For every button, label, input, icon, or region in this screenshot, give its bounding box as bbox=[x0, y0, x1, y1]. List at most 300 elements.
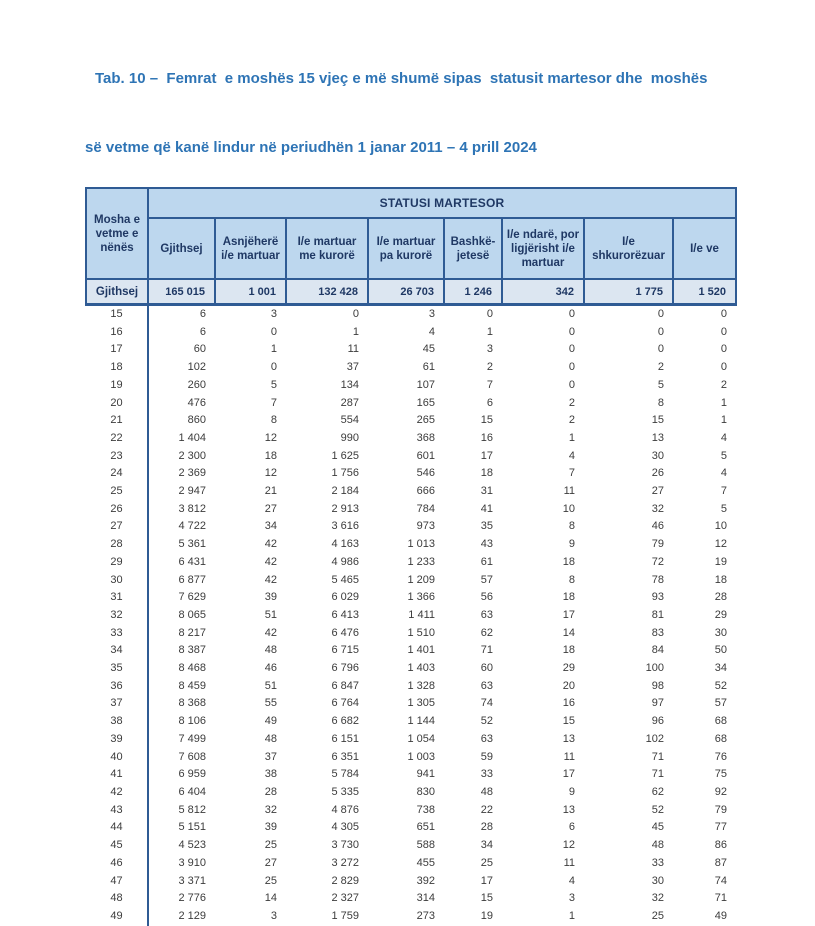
value-cell-8: 30 bbox=[714, 626, 727, 639]
total-value-2: 1 001 bbox=[215, 279, 286, 305]
value-cell-5: 18 bbox=[480, 467, 493, 480]
value-cell-5: 28 bbox=[480, 821, 493, 834]
age-cell: 36 bbox=[86, 678, 148, 696]
table-row bbox=[86, 412, 736, 430]
value-cell-8: 5 bbox=[720, 502, 727, 515]
value-cell-2: 51 bbox=[264, 679, 277, 692]
value-cell-2: 38 bbox=[264, 768, 277, 781]
age-cell: 44 bbox=[86, 819, 148, 837]
value-cell-2: 18 bbox=[264, 449, 277, 462]
value-cell-2: 46 bbox=[264, 662, 277, 675]
table-row bbox=[86, 678, 736, 696]
table-row bbox=[86, 554, 736, 572]
value-cell-8: 49 bbox=[714, 909, 727, 922]
value-cell-2: 14 bbox=[264, 892, 277, 905]
table-row bbox=[86, 642, 736, 660]
value-cell-5: 41 bbox=[480, 502, 493, 515]
value-cell-8: 4 bbox=[720, 467, 727, 480]
table-row bbox=[86, 837, 736, 855]
value-cell-1: 2 947 bbox=[178, 485, 206, 498]
value-cell-7: 5 bbox=[657, 378, 664, 391]
value-cell-1: 8 106 bbox=[178, 715, 206, 728]
value-cell-3: 1 625 bbox=[331, 449, 359, 462]
value-cell-4: 107 bbox=[416, 378, 435, 391]
total-value-3: 132 428 bbox=[286, 279, 368, 305]
value-cell-6: 10 bbox=[562, 502, 575, 515]
value-cell-6: 14 bbox=[562, 626, 575, 639]
age-cell: 22 bbox=[86, 430, 148, 448]
value-cell-6: 0 bbox=[568, 378, 575, 391]
value-cell-8: 52 bbox=[714, 679, 727, 692]
value-cell-4: 1 403 bbox=[407, 662, 435, 675]
value-cell-4: 601 bbox=[416, 449, 435, 462]
value-cell-1: 6 404 bbox=[178, 785, 206, 798]
value-cell-7: 71 bbox=[651, 750, 664, 763]
table-row bbox=[86, 589, 736, 607]
table-row bbox=[86, 518, 736, 536]
value-cell-7: 102 bbox=[645, 732, 664, 745]
col-group-header-marital-status: STATUSI MARTESOR bbox=[148, 188, 736, 218]
value-cell-5: 57 bbox=[480, 573, 493, 586]
value-cell-2: 12 bbox=[264, 431, 277, 444]
table-row bbox=[86, 713, 736, 731]
value-cell-3: 6 351 bbox=[331, 750, 359, 763]
value-cell-5: 15 bbox=[480, 892, 493, 905]
value-cell-4: 1 411 bbox=[408, 608, 435, 621]
table-row bbox=[86, 341, 736, 359]
value-cell-6: 0 bbox=[568, 361, 575, 374]
value-cell-2: 5 bbox=[270, 378, 277, 391]
value-cell-1: 8 468 bbox=[178, 662, 206, 675]
title-line-1: Tab. 10 – Femrat e moshës 15 vjeç e më shumë sipas statusit martesor dhe moshës bbox=[95, 70, 708, 87]
value-cell-8: 0 bbox=[720, 361, 727, 374]
value-cell-2: 49 bbox=[264, 715, 277, 728]
value-cell-3: 11 bbox=[347, 343, 359, 356]
age-cell: 40 bbox=[86, 749, 148, 767]
value-cell-6: 20 bbox=[562, 679, 575, 692]
total-value-5: 1 246 bbox=[444, 279, 502, 305]
value-cell-4: 455 bbox=[416, 856, 435, 869]
value-cell-5: 17 bbox=[480, 874, 493, 887]
value-cell-7: 15 bbox=[651, 414, 664, 427]
value-cell-7: 0 bbox=[657, 308, 664, 320]
value-cell-4: 45 bbox=[422, 343, 435, 356]
value-cell-1: 5 812 bbox=[178, 803, 206, 816]
value-cell-4: 1 366 bbox=[407, 591, 435, 604]
value-cell-6: 4 bbox=[568, 874, 575, 887]
table-row bbox=[86, 695, 736, 713]
value-cell-4: 1 401 bbox=[407, 644, 435, 657]
table-row bbox=[86, 908, 736, 926]
value-cell-7: 27 bbox=[651, 485, 664, 498]
value-cell-8: 1 bbox=[720, 414, 727, 427]
value-cell-3: 134 bbox=[340, 378, 359, 391]
table-row bbox=[86, 448, 736, 466]
value-cell-1: 3 812 bbox=[178, 502, 206, 515]
age-cell: 26 bbox=[86, 501, 148, 519]
total-value-7: 1 775 bbox=[584, 279, 673, 305]
value-cell-5: 60 bbox=[480, 662, 493, 675]
table-row bbox=[86, 607, 736, 625]
age-cell: 42 bbox=[86, 784, 148, 802]
value-cell-5: 7 bbox=[486, 378, 493, 391]
value-cell-7: 25 bbox=[651, 909, 664, 922]
value-cell-4: 368 bbox=[416, 431, 435, 444]
value-cell-3: 6 682 bbox=[331, 715, 359, 728]
value-cell-5: 16 bbox=[480, 431, 493, 444]
col-header-mother-age: Mosha e vetme e nënës bbox=[86, 188, 148, 279]
value-cell-6: 9 bbox=[568, 538, 575, 551]
value-cell-4: 973 bbox=[416, 520, 435, 533]
value-cell-2: 27 bbox=[264, 856, 277, 869]
value-cell-3: 2 829 bbox=[331, 874, 359, 887]
total-row-label: Gjithsej bbox=[86, 279, 148, 305]
age-cell: 41 bbox=[86, 766, 148, 784]
column-headers-row bbox=[86, 218, 736, 279]
value-cell-3: 2 184 bbox=[331, 485, 359, 498]
value-cell-1: 6 bbox=[199, 308, 206, 320]
value-cell-2: 3 bbox=[270, 308, 277, 320]
value-cell-5: 15 bbox=[480, 414, 493, 427]
value-cell-4: 273 bbox=[416, 909, 435, 922]
value-cell-6: 13 bbox=[562, 803, 575, 816]
value-cell-1: 7 608 bbox=[178, 750, 206, 763]
value-cell-5: 74 bbox=[480, 697, 493, 710]
table-body bbox=[86, 279, 736, 926]
value-cell-1: 3 910 bbox=[178, 856, 206, 869]
value-cell-4: 784 bbox=[416, 502, 435, 515]
value-cell-6: 18 bbox=[562, 591, 575, 604]
value-cell-3: 3 616 bbox=[331, 520, 359, 533]
value-cell-5: 63 bbox=[480, 608, 493, 621]
value-cell-1: 8 459 bbox=[178, 679, 206, 692]
value-cell-8: 92 bbox=[714, 785, 727, 798]
value-cell-4: 1 328 bbox=[407, 679, 435, 692]
value-cell-2: 0 bbox=[270, 325, 277, 338]
value-cell-4: 588 bbox=[416, 839, 435, 852]
value-cell-2: 28 bbox=[264, 785, 277, 798]
age-cell: 43 bbox=[86, 802, 148, 820]
value-cell-6: 15 bbox=[562, 715, 575, 728]
value-cell-8: 7 bbox=[720, 485, 727, 498]
value-cell-2: 32 bbox=[264, 803, 277, 816]
value-cell-6: 18 bbox=[562, 644, 575, 657]
value-cell-4: 165 bbox=[416, 396, 435, 409]
age-cell: 15 bbox=[86, 305, 148, 324]
value-cell-2: 39 bbox=[264, 591, 277, 604]
table-row bbox=[86, 784, 736, 802]
total-row bbox=[86, 279, 736, 305]
value-cell-2: 7 bbox=[270, 396, 277, 409]
value-cell-3: 1 756 bbox=[331, 467, 359, 480]
value-cell-7: 84 bbox=[651, 644, 664, 657]
value-cell-7: 0 bbox=[657, 325, 664, 338]
value-cell-5: 63 bbox=[480, 732, 493, 745]
value-cell-8: 79 bbox=[714, 803, 727, 816]
value-cell-4: 738 bbox=[416, 803, 435, 816]
value-cell-6: 13 bbox=[562, 732, 575, 745]
value-cell-6: 8 bbox=[568, 573, 575, 586]
total-value-6: 342 bbox=[502, 279, 584, 305]
value-cell-4: 1 305 bbox=[407, 697, 435, 710]
value-cell-1: 60 bbox=[193, 343, 206, 356]
value-cell-4: 392 bbox=[416, 874, 435, 887]
value-cell-5: 56 bbox=[480, 591, 493, 604]
value-cell-4: 265 bbox=[416, 414, 435, 427]
table-row bbox=[86, 802, 736, 820]
value-cell-7: 83 bbox=[651, 626, 664, 639]
value-cell-2: 21 bbox=[264, 485, 277, 498]
value-cell-2: 0 bbox=[270, 361, 277, 374]
value-cell-1: 6 431 bbox=[178, 555, 206, 568]
table-title bbox=[85, 21, 795, 182]
value-cell-6: 11 bbox=[563, 750, 575, 763]
value-cell-8: 50 bbox=[714, 644, 727, 657]
value-cell-5: 63 bbox=[480, 679, 493, 692]
value-cell-1: 6 bbox=[199, 325, 206, 338]
value-cell-6: 1 bbox=[568, 431, 575, 444]
value-cell-2: 8 bbox=[270, 414, 277, 427]
value-cell-2: 51 bbox=[264, 608, 277, 621]
value-cell-1: 6 877 bbox=[178, 573, 206, 586]
value-cell-4: 546 bbox=[416, 467, 435, 480]
value-cell-4: 314 bbox=[416, 892, 435, 905]
value-cell-8: 10 bbox=[714, 520, 727, 533]
table-row bbox=[86, 749, 736, 767]
value-cell-4: 1 054 bbox=[407, 732, 435, 745]
value-cell-5: 48 bbox=[480, 785, 493, 798]
value-cell-4: 1 233 bbox=[407, 555, 435, 568]
value-cell-5: 43 bbox=[480, 538, 493, 551]
value-cell-2: 55 bbox=[264, 697, 277, 710]
value-cell-3: 4 876 bbox=[331, 803, 359, 816]
value-cell-5: 34 bbox=[480, 839, 493, 852]
value-cell-8: 74 bbox=[714, 874, 727, 887]
total-value-8: 1 520 bbox=[673, 279, 736, 305]
total-value-1: 165 015 bbox=[148, 279, 215, 305]
value-cell-6: 11 bbox=[563, 485, 575, 498]
value-cell-7: 30 bbox=[651, 449, 664, 462]
marital-status-table bbox=[85, 187, 737, 926]
value-cell-6: 29 bbox=[562, 662, 575, 675]
value-cell-6: 16 bbox=[562, 697, 575, 710]
value-cell-1: 4 523 bbox=[178, 839, 206, 852]
value-cell-7: 81 bbox=[651, 608, 664, 621]
value-cell-5: 3 bbox=[486, 343, 493, 356]
value-cell-2: 12 bbox=[264, 467, 277, 480]
table-row bbox=[86, 819, 736, 837]
table-row bbox=[86, 625, 736, 643]
table-row bbox=[86, 731, 736, 749]
value-cell-6: 2 bbox=[568, 396, 575, 409]
value-cell-4: 1 003 bbox=[407, 750, 435, 763]
age-cell: 48 bbox=[86, 890, 148, 908]
value-cell-1: 8 368 bbox=[178, 697, 206, 710]
value-cell-6: 2 bbox=[568, 414, 575, 427]
value-cell-3: 6 413 bbox=[331, 608, 359, 621]
value-cell-1: 7 629 bbox=[178, 591, 206, 604]
age-cell: 49 bbox=[86, 908, 148, 926]
value-cell-8: 5 bbox=[720, 449, 727, 462]
value-cell-3: 5 784 bbox=[331, 768, 359, 781]
age-cell: 24 bbox=[86, 465, 148, 483]
value-cell-7: 33 bbox=[651, 856, 664, 869]
value-cell-2: 42 bbox=[264, 538, 277, 551]
age-cell: 27 bbox=[86, 518, 148, 536]
col-header-1: Gjithsej bbox=[148, 218, 215, 279]
value-cell-5: 35 bbox=[480, 520, 493, 533]
value-cell-8: 2 bbox=[720, 378, 727, 391]
value-cell-3: 6 029 bbox=[331, 591, 359, 604]
table-row bbox=[86, 855, 736, 873]
value-cell-6: 8 bbox=[568, 520, 575, 533]
value-cell-2: 42 bbox=[264, 626, 277, 639]
value-cell-4: 1 013 bbox=[407, 538, 435, 551]
value-cell-7: 97 bbox=[651, 697, 664, 710]
value-cell-4: 3 bbox=[428, 308, 435, 320]
value-cell-5: 22 bbox=[480, 803, 493, 816]
table-row bbox=[86, 324, 736, 342]
table-row bbox=[86, 305, 736, 324]
value-cell-6: 17 bbox=[562, 768, 575, 781]
value-cell-5: 59 bbox=[480, 750, 493, 763]
value-cell-1: 7 499 bbox=[178, 732, 206, 745]
age-cell: 32 bbox=[86, 607, 148, 625]
value-cell-8: 77 bbox=[714, 821, 727, 834]
value-cell-7: 52 bbox=[651, 803, 664, 816]
value-cell-8: 12 bbox=[714, 538, 727, 551]
value-cell-4: 4 bbox=[428, 325, 435, 338]
value-cell-8: 71 bbox=[714, 892, 727, 905]
age-cell: 31 bbox=[86, 589, 148, 607]
value-cell-6: 0 bbox=[568, 343, 575, 356]
table-row bbox=[86, 873, 736, 891]
value-cell-7: 46 bbox=[651, 520, 664, 533]
value-cell-3: 0 bbox=[352, 308, 359, 320]
value-cell-7: 30 bbox=[651, 874, 664, 887]
value-cell-1: 2 300 bbox=[178, 449, 206, 462]
value-cell-1: 860 bbox=[187, 414, 206, 427]
value-cell-4: 1 510 bbox=[407, 626, 435, 639]
title-line-2: së vetme që kanë lindur në periudhën 1 janar 2011 – 4 prill 2024 bbox=[85, 139, 537, 156]
col-header-5: Bashkë-jetesë bbox=[444, 218, 502, 279]
value-cell-7: 8 bbox=[657, 396, 664, 409]
age-cell: 47 bbox=[86, 873, 148, 891]
age-cell: 37 bbox=[86, 695, 148, 713]
value-cell-1: 476 bbox=[187, 396, 206, 409]
col-header-8: I/e ve bbox=[673, 218, 736, 279]
age-cell: 33 bbox=[86, 625, 148, 643]
value-cell-2: 48 bbox=[264, 644, 277, 657]
value-cell-8: 57 bbox=[714, 697, 727, 710]
value-cell-7: 0 bbox=[657, 343, 664, 356]
table-row bbox=[86, 377, 736, 395]
value-cell-5: 1 bbox=[486, 325, 493, 338]
age-cell: 21 bbox=[86, 412, 148, 430]
value-cell-8: 86 bbox=[714, 839, 727, 852]
value-cell-8: 28 bbox=[714, 591, 727, 604]
value-cell-8: 0 bbox=[720, 325, 727, 338]
value-cell-1: 6 959 bbox=[178, 768, 206, 781]
age-cell: 46 bbox=[86, 855, 148, 873]
value-cell-5: 25 bbox=[480, 856, 493, 869]
value-cell-8: 87 bbox=[714, 856, 727, 869]
value-cell-7: 45 bbox=[651, 821, 664, 834]
table-row bbox=[86, 359, 736, 377]
value-cell-4: 666 bbox=[416, 485, 435, 498]
value-cell-6: 12 bbox=[562, 839, 575, 852]
age-cell: 16 bbox=[86, 324, 148, 342]
value-cell-8: 1 bbox=[720, 396, 727, 409]
value-cell-3: 1 759 bbox=[331, 909, 359, 922]
value-cell-1: 8 217 bbox=[178, 626, 206, 639]
value-cell-2: 42 bbox=[264, 573, 277, 586]
table-row bbox=[86, 766, 736, 784]
value-cell-1: 2 776 bbox=[178, 892, 206, 905]
table-row bbox=[86, 501, 736, 519]
value-cell-1: 8 065 bbox=[178, 608, 206, 621]
value-cell-3: 554 bbox=[340, 414, 359, 427]
table-row bbox=[86, 483, 736, 501]
value-cell-2: 39 bbox=[264, 821, 277, 834]
age-cell: 45 bbox=[86, 837, 148, 855]
value-cell-6: 0 bbox=[568, 325, 575, 338]
value-cell-3: 990 bbox=[340, 431, 359, 444]
value-cell-8: 0 bbox=[720, 343, 727, 356]
value-cell-7: 78 bbox=[651, 573, 664, 586]
value-cell-5: 61 bbox=[480, 555, 493, 568]
value-cell-8: 34 bbox=[714, 662, 727, 675]
value-cell-6: 9 bbox=[568, 785, 575, 798]
value-cell-2: 42 bbox=[264, 555, 277, 568]
value-cell-3: 2 327 bbox=[331, 892, 359, 905]
value-cell-7: 100 bbox=[645, 662, 664, 675]
value-cell-6: 4 bbox=[568, 449, 575, 462]
value-cell-7: 48 bbox=[651, 839, 664, 852]
value-cell-7: 79 bbox=[651, 538, 664, 551]
value-cell-2: 27 bbox=[264, 502, 277, 515]
value-cell-1: 1 404 bbox=[178, 431, 206, 444]
value-cell-1: 5 151 bbox=[178, 821, 206, 834]
value-cell-5: 71 bbox=[480, 644, 493, 657]
value-cell-7: 93 bbox=[651, 591, 664, 604]
value-cell-3: 4 305 bbox=[331, 821, 359, 834]
value-cell-3: 6 847 bbox=[331, 679, 359, 692]
value-cell-6: 18 bbox=[562, 555, 575, 568]
table-row bbox=[86, 890, 736, 908]
value-cell-3: 3 272 bbox=[331, 856, 359, 869]
value-cell-3: 6 764 bbox=[331, 697, 359, 710]
value-cell-8: 18 bbox=[714, 573, 727, 586]
age-cell: 35 bbox=[86, 660, 148, 678]
value-cell-8: 68 bbox=[714, 715, 727, 728]
table-row bbox=[86, 536, 736, 554]
value-cell-1: 260 bbox=[187, 378, 206, 391]
value-cell-5: 33 bbox=[480, 768, 493, 781]
age-cell: 30 bbox=[86, 572, 148, 590]
value-cell-3: 6 715 bbox=[331, 644, 359, 657]
value-cell-4: 1 209 bbox=[407, 573, 435, 586]
value-cell-5: 2 bbox=[486, 361, 493, 374]
value-cell-1: 102 bbox=[187, 361, 206, 374]
col-header-2: Asnjëherë i/e martuar bbox=[215, 218, 286, 279]
value-cell-7: 71 bbox=[651, 768, 664, 781]
value-cell-5: 17 bbox=[480, 449, 493, 462]
value-cell-1: 2 369 bbox=[178, 467, 206, 480]
value-cell-7: 98 bbox=[651, 679, 664, 692]
value-cell-1: 3 371 bbox=[178, 874, 206, 887]
age-cell: 19 bbox=[86, 377, 148, 395]
